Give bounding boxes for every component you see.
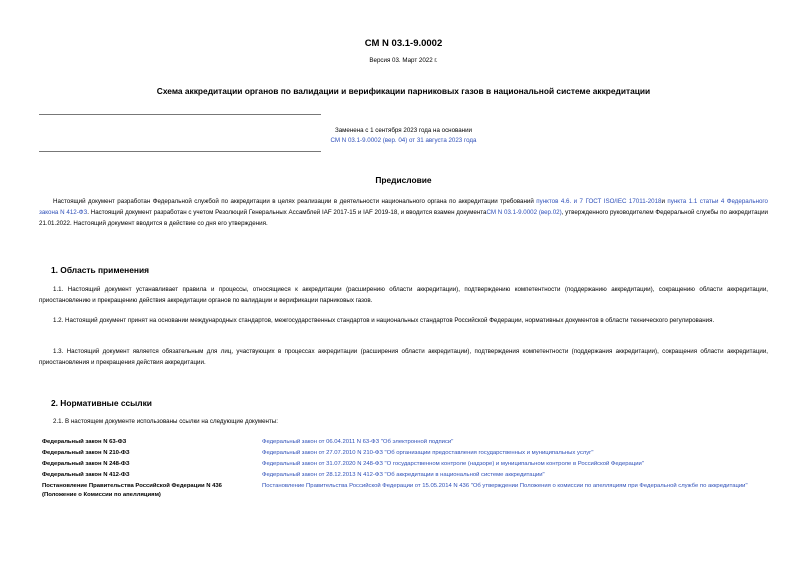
preface-paragraph (39, 196, 768, 229)
replacement-notice (210, 126, 597, 146)
reference-link[interactable]: Федеральный закон от 27.07.2010 N 210-ФЗ "Об организации предоставления государственных и муниципальных услуг" (262, 450, 594, 456)
section-1-paragraph-3: 1.3. Настоящий документ является обязательным для лиц, участвующих в процессах аккредитации (расширения области аккредитации), подтверждения компетентности (поддержания аккредитации), сокращения области аккредитации, приостановления и прекращения действия аккредитации. (39, 348, 768, 366)
preface-title: Предисловие (375, 175, 432, 185)
federal-law-link[interactable]: пункта 1.1 статьи 4 Федерального закона N 412-ФЗ (39, 198, 768, 216)
section-2-title: 2. Нормативные ссылки (51, 398, 152, 408)
previous-version-link[interactable]: СМ N 03.1-9.0002 (вер.02) (486, 209, 562, 216)
replacement-text: Заменена с 1 сентября 2023 года на основании (334, 127, 473, 134)
divider-top (39, 114, 321, 115)
preface-text-2: и (661, 198, 668, 205)
document-code: СМ N 03.1-9.0002 (364, 38, 443, 49)
section-1-paragraph-1: 1.1. Настоящий документ устанавливает правила и процессы, относящиеся к аккредитации (расширению области аккредитации), подтверждению компетентности (поддержанию аккредитации), сокращению области аккредитации, приостановлению и прекращению действия аккредитации органов по валидации и верификации парниковых газов. (39, 286, 768, 304)
reference-link[interactable]: Федеральный закон от 06.04.2011 N 63-ФЗ "Об электронной подписи" (262, 439, 454, 445)
section-2-intro: 2.1. В настоящем документе использованы ссылки на следующие документы: (53, 418, 278, 425)
reference-name: Федеральный закон N 412-ФЗ (42, 472, 130, 478)
document-version: Версия 03. Март 2022 г. (369, 57, 438, 64)
reference-link[interactable]: Постановление Правительства Российской Федерации от 15.05.2014 N 436 "Об утверждении Положения о комиссии по апелляциям при Федеральной службе по аккредитации" (262, 483, 748, 489)
preface-text-4: , утвержденного руководителем Федеральной службы по аккредитации 21.01.2022. Настоящий документ вводится в действие со дня его утверждения. (39, 209, 769, 227)
section-1-paragraph-2: 1.2. Настоящий документ принят на основании международных стандартов, межгосударственных стандартов и национальных стандартов Российской Федерации, нормативных документов в области технического регулирования. (53, 317, 715, 324)
table-row (39, 460, 768, 471)
replacement-link[interactable]: СМ N 03.1-9.0002 (вер. 04) от 31 августа 2023 года (330, 137, 477, 144)
table-row (39, 482, 768, 500)
table-row (39, 449, 768, 460)
reference-link[interactable]: Федеральный закон от 28.12.2013 N 412-ФЗ "Об аккредитации в национальной системе аккредитации" (262, 472, 545, 478)
reference-link[interactable]: Федеральный закон от 31.07.2020 N 248-ФЗ "О государственном контроле (надзоре) и муниципальном контроле в Российской Федерации" (262, 461, 644, 467)
reference-name: Федеральный закон N 210-ФЗ (42, 450, 130, 456)
reference-name: Федеральный закон N 63-ФЗ (42, 439, 127, 445)
references-table (39, 438, 768, 500)
reference-name: Постановление Правительства Российской Федерации N 436 (Положение о Комиссии по апелляциям) (42, 483, 222, 498)
table-row (39, 471, 768, 482)
gost-link[interactable]: пунктов 4.6. и 7 ГОСТ ISO/IEC 17011-2018 (536, 198, 662, 205)
document-title: Схема аккредитации органов по валидации и верификации парниковых газов в национальной системе аккредитации (156, 86, 651, 96)
reference-name: Федеральный закон N 248-ФЗ (42, 461, 130, 467)
table-row (39, 438, 768, 449)
preface-text-3: . Настоящий документ разработан с учетом Резолюций Генеральных Ассамблей IAF 2017-15 и IAF 2019-18, и вводится взамен документа (87, 209, 487, 216)
divider-bottom (39, 151, 321, 152)
preface-text-1: Настоящий документ разработан Федеральной службой по аккредитации в целях реализации в деятельности национального органа по аккредитации требований (53, 198, 537, 205)
section-1-title: 1. Область применения (51, 265, 149, 275)
